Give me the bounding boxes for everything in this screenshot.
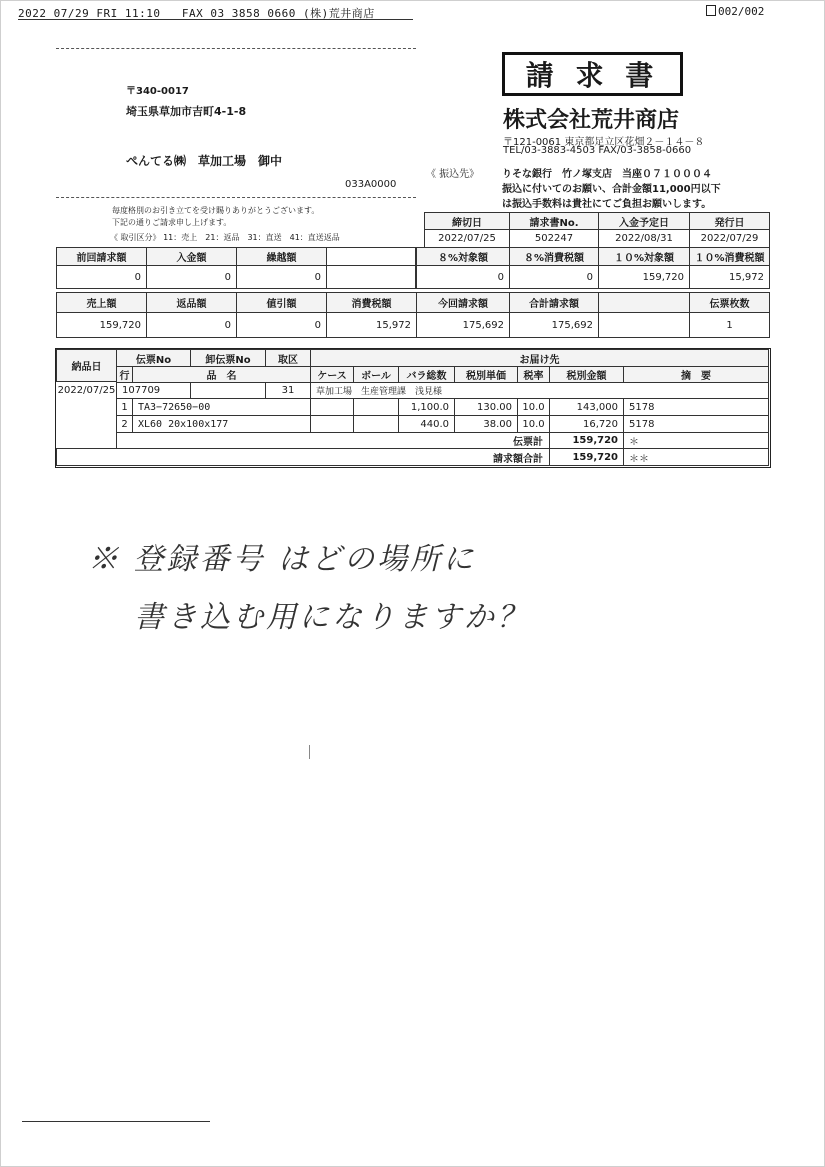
issuer-tel-fax: TEL/03-3883-4503 FAX/03-3858-0660: [503, 145, 692, 156]
greeting-line-2: 下記の通りご請求申し上げます。: [112, 218, 232, 227]
previous-billing: 0: [56, 265, 147, 289]
header-ball: ボール: [353, 366, 399, 383]
delivery-date: 2022/07/25: [57, 385, 116, 396]
8pct-tax: 0: [509, 265, 599, 289]
recipient-postal: 〒340-0017: [126, 86, 189, 97]
8pct-base: 0: [416, 265, 510, 289]
item-2-remarks: 5178: [623, 415, 769, 433]
handwritten-note-line-1: ※ 登録番号 はどの場所に: [88, 542, 477, 577]
item-2-ball: [353, 415, 399, 433]
deal-code: 31: [265, 382, 311, 399]
consumption-tax: 15,972: [326, 312, 417, 338]
top-separator: [56, 48, 416, 49]
item-1-ball: [353, 398, 399, 416]
current-billing: 175,692: [416, 312, 510, 338]
header-invoice-no: 請求書No.: [509, 212, 599, 230]
payment-received: 0: [146, 265, 237, 289]
document-title-text: 請 求 書: [525, 59, 660, 92]
item-1-row: 1: [116, 398, 133, 416]
item-1-unit-price: 130.00: [454, 398, 518, 416]
issuer-bank: りそな銀行 竹ノ塚支店 当座０７１０００４: [502, 169, 712, 180]
ship-to: 草加工場 生産管理課 浅見様: [310, 382, 769, 399]
item-1-loose: 1,100.0: [398, 398, 455, 416]
header-delivery-date: 納品日: [56, 349, 117, 382]
slip-no: 107709: [116, 382, 191, 399]
header-payment-date: 入金予定日: [598, 212, 690, 230]
fax-page: 002/002: [718, 5, 765, 18]
item-2-row: 2: [116, 415, 133, 433]
header-slip-count: 伝票枚数: [689, 292, 770, 313]
10pct-base: 159,720: [598, 265, 690, 289]
blank-value: [598, 312, 690, 338]
returns: 0: [146, 312, 237, 338]
item-2-case: [310, 415, 354, 433]
header-payment-received: 入金額: [146, 247, 237, 266]
invoice-no: 502247: [509, 229, 599, 248]
header-returns: 返品額: [146, 292, 237, 313]
fax-sender: (株)荒井商店: [302, 7, 375, 20]
header-sales: 売上額: [56, 292, 147, 313]
header-previous-billing: 前回請求額: [56, 247, 147, 266]
header-wholesale-slip: 卸伝票No: [190, 349, 266, 367]
greeting-line-1: 毎度格別のお引き立てを受け賜りありがとうございます。: [112, 206, 320, 215]
bottom-rule: [22, 1121, 210, 1122]
header-total-billing: 合計請求額: [509, 292, 599, 313]
carryover: 0: [236, 265, 327, 289]
recipient-name: ぺんてる㈱ 草加工場 御中: [126, 154, 283, 168]
item-2-amount: 16,720: [549, 415, 624, 433]
grand-total: 159,720: [549, 448, 624, 466]
header-closing-date: 締切日: [424, 212, 510, 230]
issuer-note-2: は振込手数料は貴社にてご負担お願いします。: [502, 199, 712, 210]
item-2-unit-price: 38.00: [454, 415, 518, 433]
document-title: [502, 52, 683, 96]
header-8pct-base: ８%対象額: [416, 247, 510, 266]
fax-icon: [706, 5, 716, 16]
grand-total-spacer: [56, 448, 550, 466]
slip-count: 1: [689, 312, 770, 338]
issuer-company: 株式会社荒井商店: [503, 108, 680, 133]
issue-date: 2022/07/29: [689, 229, 770, 248]
prev-empty-cell: [326, 247, 416, 266]
grand-total-label: 請求額合計: [493, 453, 543, 465]
header-discount: 値引額: [236, 292, 327, 313]
header-blank: [598, 292, 690, 313]
header-slip-no: 伝票No: [116, 349, 191, 367]
prev-empty-value: [326, 265, 416, 289]
slip-total-spacer: [116, 432, 550, 449]
fax-time: 11:10: [124, 7, 161, 20]
issuer-address: 〒121-0061 東京都足立区花畑２－１４－８: [503, 137, 705, 148]
sales: 159,720: [56, 312, 147, 338]
handwritten-note-line-2: 書き込む用になりますか？: [134, 600, 530, 635]
header-row-no: 行: [116, 366, 133, 383]
issuer-bank-label: 《 振込先》: [426, 169, 480, 180]
fax-day: FRI: [96, 7, 118, 20]
header-loose-total: バラ総数: [398, 366, 455, 383]
header-tax-rate: 税率: [517, 366, 550, 383]
fax-label: FAX: [181, 7, 204, 20]
item-1-tax-rate: 10.0: [517, 398, 550, 416]
item-2-tax-rate: 10.0: [517, 415, 550, 433]
slip-total-mark: ＊: [623, 432, 769, 449]
item-2-loose: 440.0: [398, 415, 455, 433]
header-consumption-tax: 消費税額: [326, 292, 417, 313]
wholesale-slip-no: [190, 382, 266, 399]
item-1-name: TA3−72650−00: [132, 398, 311, 416]
discount: 0: [236, 312, 327, 338]
recipient-address: 埼玉県草加市吉町4-1-8: [126, 105, 247, 118]
item-1-amount: 143,000: [549, 398, 624, 416]
header-deal-code: 取区: [265, 349, 311, 367]
item-1-remarks: 5178: [623, 398, 769, 416]
header-case: ケース: [310, 366, 354, 383]
10pct-tax: 15,972: [689, 265, 770, 289]
stray-mark: [309, 745, 310, 759]
header-8pct-tax: ８%消費税額: [509, 247, 599, 266]
item-2-name: XL60 20x100x177: [132, 415, 311, 433]
grand-total-mark: ＊＊: [623, 448, 769, 466]
header-remarks: 摘 要: [623, 366, 769, 383]
header-amount: 税別金額: [549, 366, 624, 383]
transaction-codes: 《 取引区分》 11：売上 21：返品 31：直送 41：直送返品: [110, 233, 340, 242]
fax-header-underline: [18, 19, 413, 20]
closing-date: 2022/07/25: [424, 229, 510, 248]
header-unit-price: 税別単価: [454, 366, 518, 383]
header-10pct-base: １０%対象額: [598, 247, 690, 266]
recipient-code: 033A0000: [345, 179, 397, 190]
header-item-name: 品 名: [132, 366, 311, 383]
slip-total-label: 伝票計: [513, 437, 543, 448]
slip-total: 159,720: [549, 432, 624, 449]
fax-page-indicator: [706, 5, 764, 18]
header-10pct-tax: １０%消費税額: [689, 247, 770, 266]
payment-date: 2022/08/31: [598, 229, 690, 248]
header-current-billing: 今回請求額: [416, 292, 510, 313]
total-billing: 175,692: [509, 312, 599, 338]
recipient-separator: [56, 197, 416, 198]
header-ship-to: お届け先: [310, 349, 769, 367]
fax-number: 03 3858 0660: [210, 7, 296, 20]
issuer-note-1: 振込に付いてのお願い、合計金額11,000円以下: [502, 184, 721, 195]
item-1-case: [310, 398, 354, 416]
header-carryover: 繰越額: [236, 247, 327, 266]
fax-date: 2022 07/29: [18, 7, 90, 20]
header-issue-date: 発行日: [689, 212, 770, 230]
